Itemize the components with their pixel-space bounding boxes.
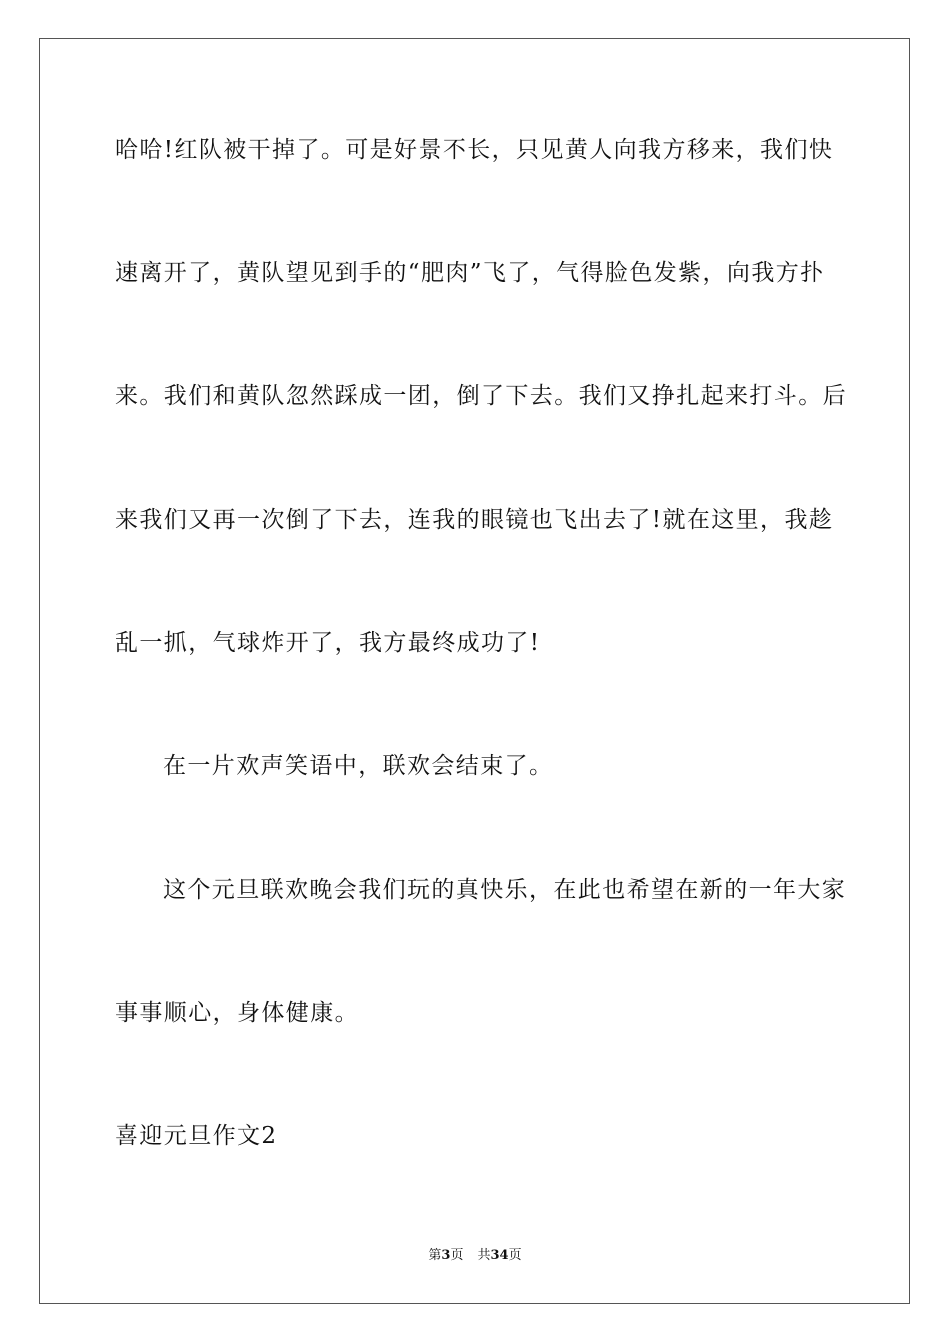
text-line: 来我们又再一次倒了下去，连我的眼镜也飞出去了!就在这里，我趁 (115, 507, 834, 533)
text-line: 这个元旦联欢晚会我们玩的真快乐，在此也希望在新的一年大家 (163, 877, 847, 903)
text-line: 速离开了，黄队望见到手的“肥肉”飞了，气得脸色发紫，向我方扑 (115, 260, 825, 286)
page-footer (0, 1247, 950, 1265)
footer-total-pages: 34 (490, 1248, 509, 1263)
text-line: 哈哈!红队被干掉了。可是好景不长，只见黄人向我方移来，我们快 (115, 137, 834, 163)
text-line: 在一片欢声笑语中，联欢会结束了。 (163, 753, 554, 779)
page-border (39, 38, 910, 1304)
footer-page-prefix: 第 (428, 1248, 442, 1263)
section-heading: 喜迎元旦作文2 (115, 1123, 278, 1149)
footer-total-suffix: 页 (508, 1248, 522, 1263)
text-line: 事事顺心，身体健康。 (115, 1000, 359, 1026)
text-line: 乱一抓，气球炸开了，我方最终成功了! (115, 630, 541, 656)
footer-total-prefix: 共 (477, 1248, 491, 1263)
footer-page-suffix: 页 (450, 1248, 464, 1263)
text-line: 来。我们和黄队忽然踩成一团，倒了下去。我们又挣扎起来打斗。后 (115, 383, 847, 409)
footer-page-number: 3 (441, 1248, 451, 1263)
